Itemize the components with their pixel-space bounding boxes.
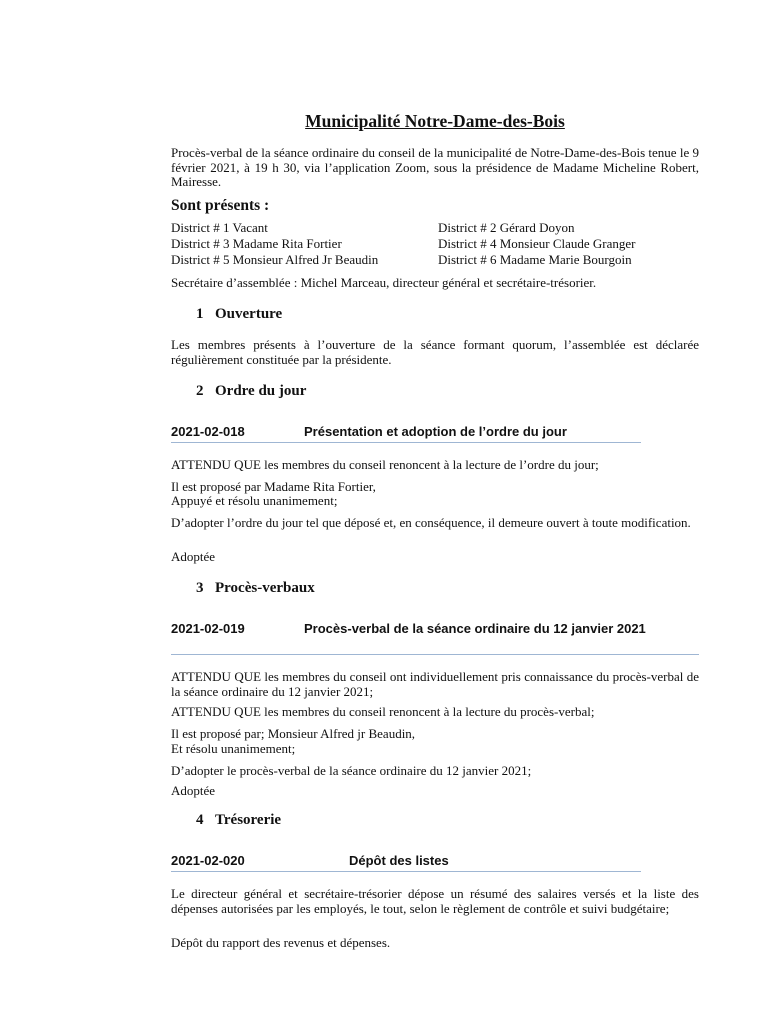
resolution-paragraph: Le directeur général et secrétaire-trésorier dépose un résumé des salaires versés et la liste des dépenses autorisées par les employés, le tout, selon le règlement de contrôle et suivi budgétaire; <box>171 886 699 916</box>
resolution-paragraph: Dépôt du rapport des revenus et dépenses. <box>171 935 391 950</box>
attendee-district-4: District # 4 Monsieur Claude Granger <box>438 236 636 252</box>
section-number: 2 <box>196 383 204 399</box>
resolution-paragraph: D’adopter le procès-verbal de la séance ordinaire du 12 janvier 2021; <box>171 763 532 778</box>
adopted-label: Adoptée <box>171 783 216 798</box>
section-number: 3 <box>196 580 204 596</box>
attendee-district-2: District # 2 Gérard Doyon <box>438 220 575 235</box>
resolution-title: Procès-verbal de la séance ordinaire du 12 janvier 2021 <box>304 621 646 636</box>
section-title: Trésorerie <box>215 812 282 828</box>
resolution-paragraph: ATTENDU QUE les membres du conseil renoncent à la lecture du procès-verbal; <box>171 704 595 719</box>
resolution-paragraph: ATTENDU QUE les membres du conseil renoncent à la lecture de l’ordre du jour; <box>171 457 599 472</box>
attendees-heading: Sont présents : <box>171 197 270 214</box>
section-heading-tresorerie <box>196 811 281 829</box>
adopted-label: Adoptée <box>171 549 216 564</box>
section-number: 1 <box>196 306 204 322</box>
resolution-title: Présentation et adoption de l’ordre du jour <box>304 424 567 439</box>
opening-paragraph: Les membres présents à l’ouverture de la séance formant quorum, l’assemblée est déclarée régulièrement constituée par la présidente. <box>171 337 699 367</box>
section-heading-ordre-du-jour <box>196 382 306 400</box>
section-heading-ouverture <box>196 305 282 323</box>
section-heading-proces-verbaux <box>196 579 315 597</box>
document-title: Municipalité Notre-Dame-des-Bois <box>305 111 565 131</box>
resolution-header <box>171 622 699 655</box>
attendees-row <box>171 220 699 236</box>
resolution-paragraph: Il est proposé par Madame Rita Fortier, <box>171 479 376 494</box>
attendee-district-5: District # 5 Monsieur Alfred Jr Beaudin <box>171 252 379 268</box>
section-title: Ouverture <box>215 306 283 322</box>
resolution-paragraph: Appuyé et résolu unanimement; <box>171 493 338 508</box>
section-number: 4 <box>196 812 204 828</box>
resolution-paragraph: ATTENDU QUE les membres du conseil ont individuellement pris connaissance du procès-verbal de la séance ordinaire du 12 janvier 2021; <box>171 669 699 699</box>
attendees-row <box>171 236 699 252</box>
attendees-row <box>171 252 699 268</box>
attendee-district-3: District # 3 Madame Rita Fortier <box>171 236 342 252</box>
secretary-line: Secrétaire d’assemblée : Michel Marceau, directeur général et secrétaire-trésorier. <box>171 275 597 290</box>
resolution-paragraph: Et résolu unanimement; <box>171 741 296 756</box>
section-title: Ordre du jour <box>215 383 307 399</box>
resolution-title: Dépôt des listes <box>349 853 449 868</box>
section-title: Procès-verbaux <box>215 580 315 596</box>
resolution-header <box>171 854 641 872</box>
attendee-district-1: District # 1 Vacant <box>171 220 268 235</box>
resolution-number: 2021-02-019 <box>171 621 245 636</box>
attendees-list <box>171 220 699 269</box>
resolution-number: 2021-02-018 <box>171 424 245 439</box>
resolution-paragraph: Il est proposé par; Monsieur Alfred jr Beaudin, <box>171 726 416 741</box>
attendee-district-6: District # 6 Madame Marie Bourgoin <box>438 252 632 268</box>
resolution-number: 2021-02-020 <box>171 853 245 868</box>
intro-paragraph: Procès-verbal de la séance ordinaire du conseil de la municipalité de Notre-Dame-des-Bois tenue le 9 février 2021, à 19 h 30, via l’application Zoom, sous la présidence de Madame Micheline Robert, Mairesse. <box>171 145 699 190</box>
resolution-header <box>171 425 641 443</box>
resolution-paragraph: D’adopter l’ordre du jour tel que déposé et, en conséquence, il demeure ouvert à toute modification. <box>171 515 691 530</box>
